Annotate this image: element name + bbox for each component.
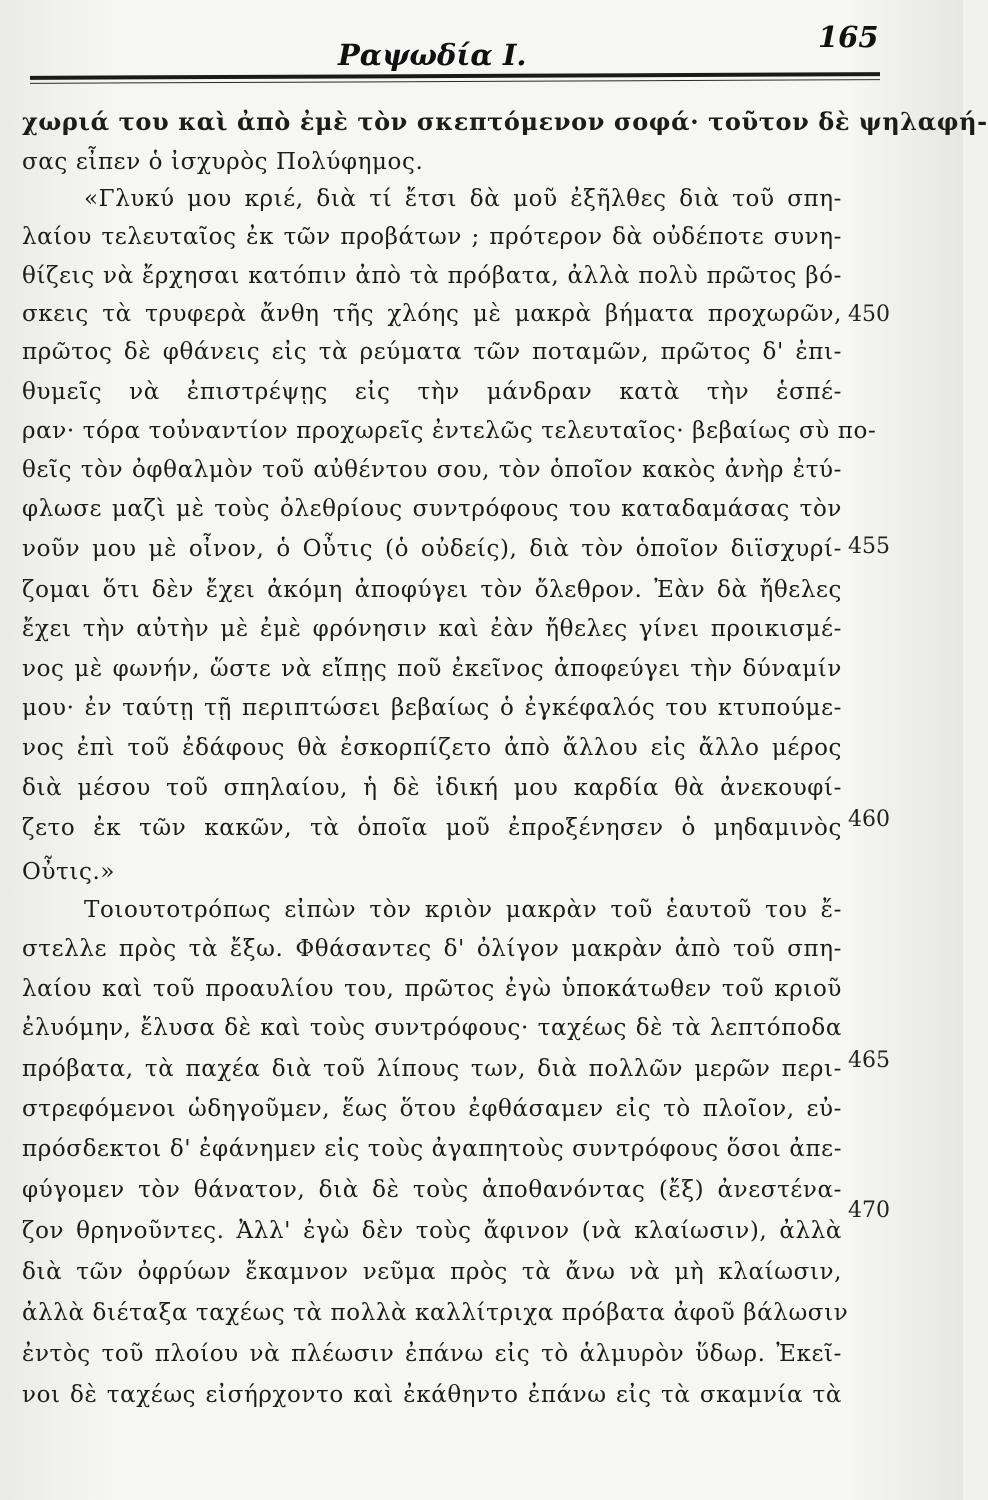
text-line: φλωσε μαζὶ μὲ τοὺς ὀλεθρίους συντρόφους του καταδαμάσας τὸν — [22, 496, 842, 522]
text-line: «Γλυκύ μου κριέ, διὰ τί ἔτσι δὰ μοῦ ἐξῆλθες διὰ τοῦ σπη- — [84, 186, 842, 212]
text-line: στρεφόμενοι ὡδηγοῦμεν, ἕως ὅτου ἐφθάσαμεν εἰς τὸ πλοῖον, εὐ- — [22, 1096, 842, 1122]
text-line: λαίου καὶ τοῦ προαυλίου του, πρῶτος ἐγὼ ὑποκάτωθεν τοῦ κριοῦ — [22, 976, 842, 1002]
text-line: στελλε πρὸς τὰ ἔξω. Φθάσαντες δ' ὀλίγον μακρὰν ἀπὸ τοῦ σπη- — [22, 936, 842, 962]
text-line: χωριά του καὶ ἀπὸ ἐμὲ τὸν σκεπτόμενον σοφά· τοῦτον δὲ ψηλαφή- — [22, 107, 988, 136]
text-line: ζετο ἐκ τῶν κακῶν, τὰ ὁποῖα μοῦ ἐπροξένησεν ὁ μηδαμινὸς — [22, 815, 842, 841]
text-line: ραν· τόρα τοὐναντίον προχωρεῖς ἐντελῶς τελευταῖος· βεβαίως σὺ πο- — [22, 418, 877, 444]
verse-number: 470 — [848, 1198, 890, 1223]
text-line: θεῖς τὸν ὀφθαλμὸν τοῦ αὐθέντου σου, τὸν ὁποῖον κακὸς ἀνὴρ ἐτύ- — [22, 457, 842, 483]
text-line: Οὖτις.» — [22, 859, 116, 885]
text-line: διὰ τῶν ὀφρύων ἔκαμνον νεῦμα πρὸς τὰ ἄνω νὰ μὴ κλαίωσιν, — [22, 1259, 842, 1285]
text-line: ἀλλὰ διέταξα ταχέως τὰ πολλὰ καλλίτριχα πρόβατα ἀφοῦ βάλωσιν — [22, 1300, 849, 1326]
text-line: πρῶτος δὲ φθάνεις εἰς τὰ ρεύματα τῶν ποταμῶν, πρῶτος δ' ἐπι- — [22, 339, 842, 365]
text-line: θυμεῖς νὰ ἐπιστρέψῃς εἰς τὴν μάνδραν κατὰ τὴν ἑσπέ- — [22, 379, 842, 405]
text-line: διὰ μέσου τοῦ σπηλαίου, ἡ δὲ ἰδική μου καρδία θὰ ἀνεκουφί- — [22, 775, 842, 801]
text-line: φύγομεν τὸν θάνατον, διὰ δὲ τοὺς ἀποθανόντας (ἔξ) ἀνεστένα- — [22, 1177, 842, 1203]
text-line: νοι δὲ ταχέως εἰσήρχοντο καὶ ἐκάθηντο ἐπάνω εἰς τὰ σκαμνία τὰ — [22, 1382, 842, 1408]
text-line: λαίου τελευταῖος ἐκ τῶν προβάτων ; πρότερον δὰ οὐδέποτε συνη- — [22, 224, 842, 250]
text-line: θίζεις νὰ ἔρχησαι κατόπιν ἀπὸ τὰ πρόβατα, ἀλλὰ πολὺ πρῶτος βό- — [22, 263, 842, 289]
verse-number: 460 — [848, 807, 890, 832]
text-line: νος ἐπὶ τοῦ ἐδάφους θὰ ἐσκορπίζετο ἀπὸ ἄλλου εἰς ἄλλο μέρος — [22, 735, 842, 761]
text-line: μου· ἐν ταύτῃ τῇ περιπτώσει βεβαίως ὁ ἐγκέφαλός του κτυπούμε- — [22, 695, 842, 721]
text-line: Τοιουτοτρόπως εἰπὼν τὸν κριὸν μακρὰν τοῦ ἑαυτοῦ του ἔ- — [84, 897, 842, 923]
text-line: ἔχει τὴν αὐτὴν μὲ ἐμὲ φρόνησιν καὶ ἐὰν ἤθελες γίνει προικισμέ- — [22, 616, 842, 642]
text-line: νος μὲ φωνήν, ὥστε νὰ εἴπῃς ποῦ ἐκεῖνος ἀποφεύγει τὴν δύναμίν — [22, 656, 842, 682]
text-line: πρόβατα, τὰ παχέα διὰ τοῦ λίπους των, διὰ πολλῶν μερῶν περι- — [22, 1056, 842, 1082]
text-line: ζον θρηνοῦντες. Ἀλλ' ἐγὼ δὲν τοὺς ἄφινον (νὰ κλαίωσιν), ἀλλὰ — [22, 1218, 842, 1244]
text-line: σας εἶπεν ὁ ἰσχυρὸς Πολύφημος. — [22, 149, 424, 175]
verse-number: 455 — [848, 534, 890, 559]
text-line: νοῦν μου μὲ οἶνον, ὁ Οὖτις (ὁ οὐδείς), διὰ τὸν ὁποῖον διϊσχυρί- — [22, 536, 842, 562]
text-line: ἐντὸς τοῦ πλοίου νὰ πλέωσιν ἐπάνω εἰς τὸ ἁλμυρὸν ὕδωρ. Ἐκεῖ- — [22, 1341, 842, 1367]
verse-number: 465 — [848, 1048, 890, 1073]
text-line: ἐλυόμην, ἔλυσα δὲ καὶ τοὺς συντρόφους· ταχέως δὲ τὰ λεπτόποδα — [22, 1015, 842, 1041]
page-number: 165 — [818, 20, 879, 54]
text-line: σκεις τὰ τρυφερὰ ἄνθη τῆς χλόης μὲ μακρὰ βήματα προχωρῶν, — [22, 301, 842, 327]
verse-number: 450 — [848, 302, 890, 327]
text-line: πρόσδεκτοι δ' ἐφάνημεν εἰς τοὺς ἀγαπητοὺς συντρόφους ὅσοι ἀπε- — [22, 1136, 843, 1162]
text-line: ζομαι ὅτι δὲν ἔχει ἀκόμη ἀποφύγει τὸν ὄλεθρον. Ἐὰν δὰ ἤθελες — [22, 577, 842, 603]
running-head-title: Ραψωδία Ι. — [338, 38, 527, 72]
